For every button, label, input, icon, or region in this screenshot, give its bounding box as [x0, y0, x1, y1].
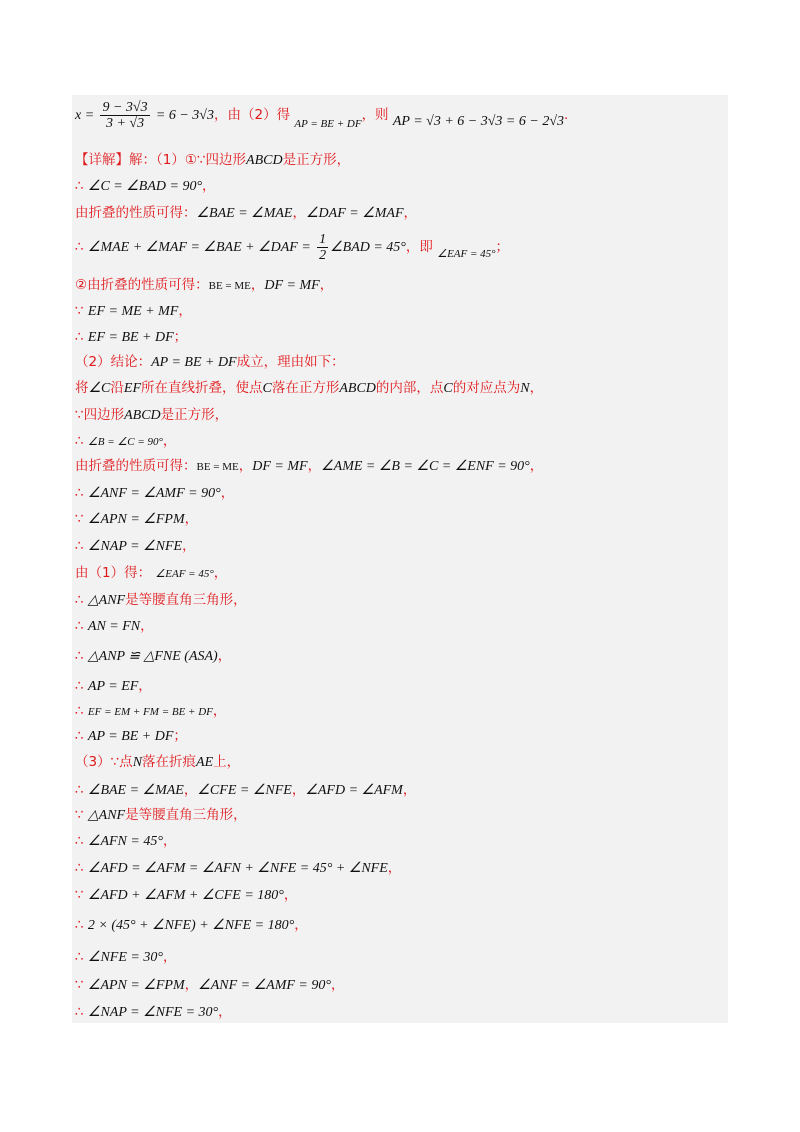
math-expression: ∠BAE = ∠MAE [196, 206, 293, 221]
math-expression: ∠AFD + ∠AFM + ∠CFE = 180° [87, 888, 284, 903]
solution-line [75, 177, 216, 196]
solution-line [75, 537, 196, 556]
math-expression: EF [123, 381, 141, 396]
math-expression: △ANP ≌ △FNE (ASA) [87, 649, 218, 664]
solution-line [75, 753, 240, 772]
math-expression: ∠ANF = ∠AMF = 90° [198, 978, 331, 993]
solution-line [75, 647, 231, 666]
text: ，由（2）得 [213, 107, 291, 123]
text: 落在折痕 [142, 754, 197, 770]
math-expression: x = [75, 108, 95, 123]
because-symbol: ∵ [75, 977, 84, 993]
text: ， [403, 205, 418, 221]
solution-line [75, 677, 152, 696]
math-expression: ∠APN = ∠FPM [87, 978, 185, 993]
text: ， [138, 678, 152, 694]
math-expression: EF = ME + MF [87, 304, 179, 319]
text: 的内部，点 [375, 380, 444, 396]
solution-line [75, 353, 345, 372]
math-expression: ∠DAF = ∠MAF [305, 206, 404, 221]
therefore-symbol: ∴ [75, 178, 84, 194]
math-expression: ABCD [246, 153, 283, 168]
solution-line [75, 457, 543, 476]
text: ， [283, 887, 298, 903]
text: ， [387, 860, 402, 876]
text: ，则 [361, 107, 389, 123]
math-expression: 2 × (45° + ∠NFE) + ∠NFE = 180° [87, 918, 295, 933]
text: ， [202, 178, 216, 194]
math-expression: ∠AFD = ∠AFM = ∠AFN + ∠NFE = 45° + ∠NFE [87, 861, 388, 876]
math-expression: AP = BE + DF [87, 729, 174, 744]
math-expression: △ANF [87, 593, 126, 608]
fraction-numerator: 9 − 3√3 [102, 100, 148, 115]
fraction-denominator: 3 + √3 [105, 116, 145, 131]
text: ， [218, 1004, 232, 1020]
text: ， [330, 977, 345, 993]
text: 是等腰直角三角形， [125, 592, 247, 608]
therefore-symbol: ∴ [75, 860, 84, 876]
solution-line [75, 832, 176, 851]
because-symbol: ∵ [75, 887, 84, 903]
text: ， [529, 380, 544, 396]
math-expression: BE = ME [196, 461, 239, 473]
text: ， [140, 618, 154, 634]
solution-line [75, 564, 227, 583]
math-expression: AN = FN [87, 619, 141, 634]
solution-line [75, 806, 247, 825]
math-expression: ∠EAF = 45° [437, 248, 496, 260]
math-expression: ∠B = ∠C = 90° [87, 436, 163, 448]
text: . [564, 107, 569, 123]
therefore-symbol: ∴ [75, 917, 84, 933]
fraction-denominator: 2 [319, 248, 327, 263]
math-expression: AE [196, 755, 214, 770]
text: ； [173, 728, 187, 744]
text: 的对应点为 [452, 380, 521, 396]
math-expression: ∠AFD = ∠AFM [305, 783, 403, 798]
text: ， [319, 277, 334, 293]
text: ， [529, 458, 544, 474]
solution-line [75, 702, 226, 721]
solution-line [75, 432, 176, 451]
solution-line [75, 379, 543, 398]
math-expression: DF = MF [264, 278, 320, 293]
text: 是等腰直角三角形， [125, 807, 247, 823]
text: ∵四边形 [75, 407, 125, 423]
math-expression: ∠C [88, 381, 111, 396]
therefore-symbol: ∴ [75, 239, 84, 255]
math-expression: ∠ANF = ∠AMF = 90° [87, 486, 221, 501]
text: 由折叠的性质可得： [75, 458, 197, 474]
math-expression: ∠NAP = ∠NFE = 30° [87, 1005, 219, 1020]
math-expression: N [132, 755, 143, 770]
math-expression: ∠CFE = ∠NFE [197, 783, 292, 798]
math-expression: N [520, 381, 530, 396]
solution-line [75, 976, 344, 995]
therefore-symbol: ∴ [75, 618, 84, 634]
math-expression: ∠NFE = 30° [87, 950, 163, 965]
solution-line [75, 510, 198, 529]
text: ， [292, 205, 306, 221]
text: ； [173, 329, 188, 345]
text: 是正方形， [160, 407, 229, 423]
text: （2）结论： [75, 354, 152, 370]
fraction [317, 232, 328, 263]
math-expression: EF = EM + FM = BE + DF [87, 706, 213, 718]
therefore-symbol: ∴ [75, 433, 84, 449]
therefore-symbol: ∴ [75, 538, 84, 554]
text: ， [184, 511, 199, 527]
solution-line [75, 727, 187, 746]
solution-line [75, 948, 176, 967]
therefore-symbol: ∴ [75, 329, 84, 345]
text: ， [238, 458, 253, 474]
math-expression: ∠BAE = ∠MAE [87, 783, 184, 798]
text: ， [183, 782, 198, 798]
math-expression: ∠MAE + ∠MAF = ∠BAE + ∠DAF = [87, 240, 311, 255]
therefore-symbol: ∴ [75, 485, 84, 501]
math-expression: ∠AME = ∠B = ∠C = ∠ENF = 90° [321, 459, 530, 474]
text: 是正方形， [282, 152, 351, 168]
text: ， [307, 458, 322, 474]
text: 落在正方形 [271, 380, 340, 396]
solution-line [75, 886, 297, 905]
math-expression: C [443, 381, 453, 396]
text: 所在直线折叠，使点 [141, 380, 263, 396]
text: ， [220, 485, 235, 501]
text: ，即 [405, 239, 433, 255]
text: ， [250, 277, 265, 293]
math-expression: △ANF [87, 808, 126, 823]
therefore-symbol: ∴ [75, 949, 84, 965]
math-expression: BE = ME [208, 280, 251, 292]
math-expression: = 6 − 3√3 [155, 108, 214, 123]
text: ， [162, 433, 177, 449]
math-expression: ABCD [339, 381, 376, 396]
solution-line [75, 916, 308, 935]
math-expression: AP = √3 + 6 − 3√3 = 6 − 2√3 [392, 114, 564, 129]
therefore-symbol: ∴ [75, 648, 84, 664]
solution-line [75, 232, 509, 263]
solution-line [75, 859, 401, 878]
solution-line [75, 781, 416, 800]
text: ， [212, 703, 227, 719]
solution-line [75, 617, 154, 636]
solution-line [75, 276, 333, 295]
solution-line [75, 302, 192, 321]
solution-line [75, 204, 417, 223]
therefore-symbol: ∴ [75, 592, 84, 608]
math-expression: ∠BAD = 45° [330, 240, 406, 255]
text: 将 [75, 380, 89, 396]
math-expression: ∠EAF = 45° [155, 568, 214, 580]
text: ； [495, 239, 510, 255]
text: ， [217, 648, 232, 664]
fraction [100, 100, 149, 131]
text: ， [294, 917, 308, 933]
text: 成立，理由如下： [236, 354, 345, 370]
solution-line [75, 151, 350, 170]
text: ， [213, 565, 228, 581]
solution-line [75, 328, 187, 347]
math-expression: AP = EF [87, 679, 139, 694]
text: ， [182, 538, 196, 554]
text: ， [162, 949, 177, 965]
math-expression: AP = BE + DF [294, 118, 362, 130]
math-expression: C [262, 381, 272, 396]
text: ， [402, 782, 417, 798]
solution-line [75, 591, 247, 610]
math-expression: ∠NAP = ∠NFE [87, 539, 183, 554]
therefore-symbol: ∴ [75, 1004, 84, 1020]
therefore-symbol: ∴ [75, 703, 84, 719]
because-symbol: ∵ [75, 807, 84, 823]
text: 上， [213, 754, 241, 770]
text: 由折叠的性质可得： [75, 205, 197, 221]
text: ， [184, 977, 199, 993]
fraction-numerator: 1 [319, 232, 327, 247]
math-expression: ∠APN = ∠FPM [87, 512, 185, 527]
solution-line [75, 406, 228, 425]
because-symbol: ∵ [75, 303, 84, 319]
therefore-symbol: ∴ [75, 833, 84, 849]
math-expression: ∠C = ∠BAD = 90° [87, 179, 203, 194]
therefore-symbol: ∴ [75, 678, 84, 694]
solution-line [75, 484, 234, 503]
because-symbol: ∵ [75, 511, 84, 527]
therefore-symbol: ∴ [75, 728, 84, 744]
math-expression: EF = BE + DF [87, 330, 174, 345]
text: ②由折叠的性质可得： [75, 277, 209, 293]
math-expression: ∠AFN = 45° [87, 834, 163, 849]
text: ， [291, 782, 306, 798]
text: 由（1）得： [75, 565, 152, 581]
solution-line [75, 1003, 232, 1022]
text: （3）∵点 [75, 754, 133, 770]
text: 沿 [110, 380, 124, 396]
math-expression: DF = MF [252, 459, 308, 474]
text: ， [178, 303, 192, 319]
detail-label: 【详解】解：（1）①∵四边形 [75, 152, 247, 168]
solution-line [75, 100, 568, 131]
math-expression: AP = BE + DF [151, 355, 237, 370]
text: ， [162, 833, 177, 849]
math-expression: ABCD [124, 408, 161, 423]
therefore-symbol: ∴ [75, 782, 84, 798]
